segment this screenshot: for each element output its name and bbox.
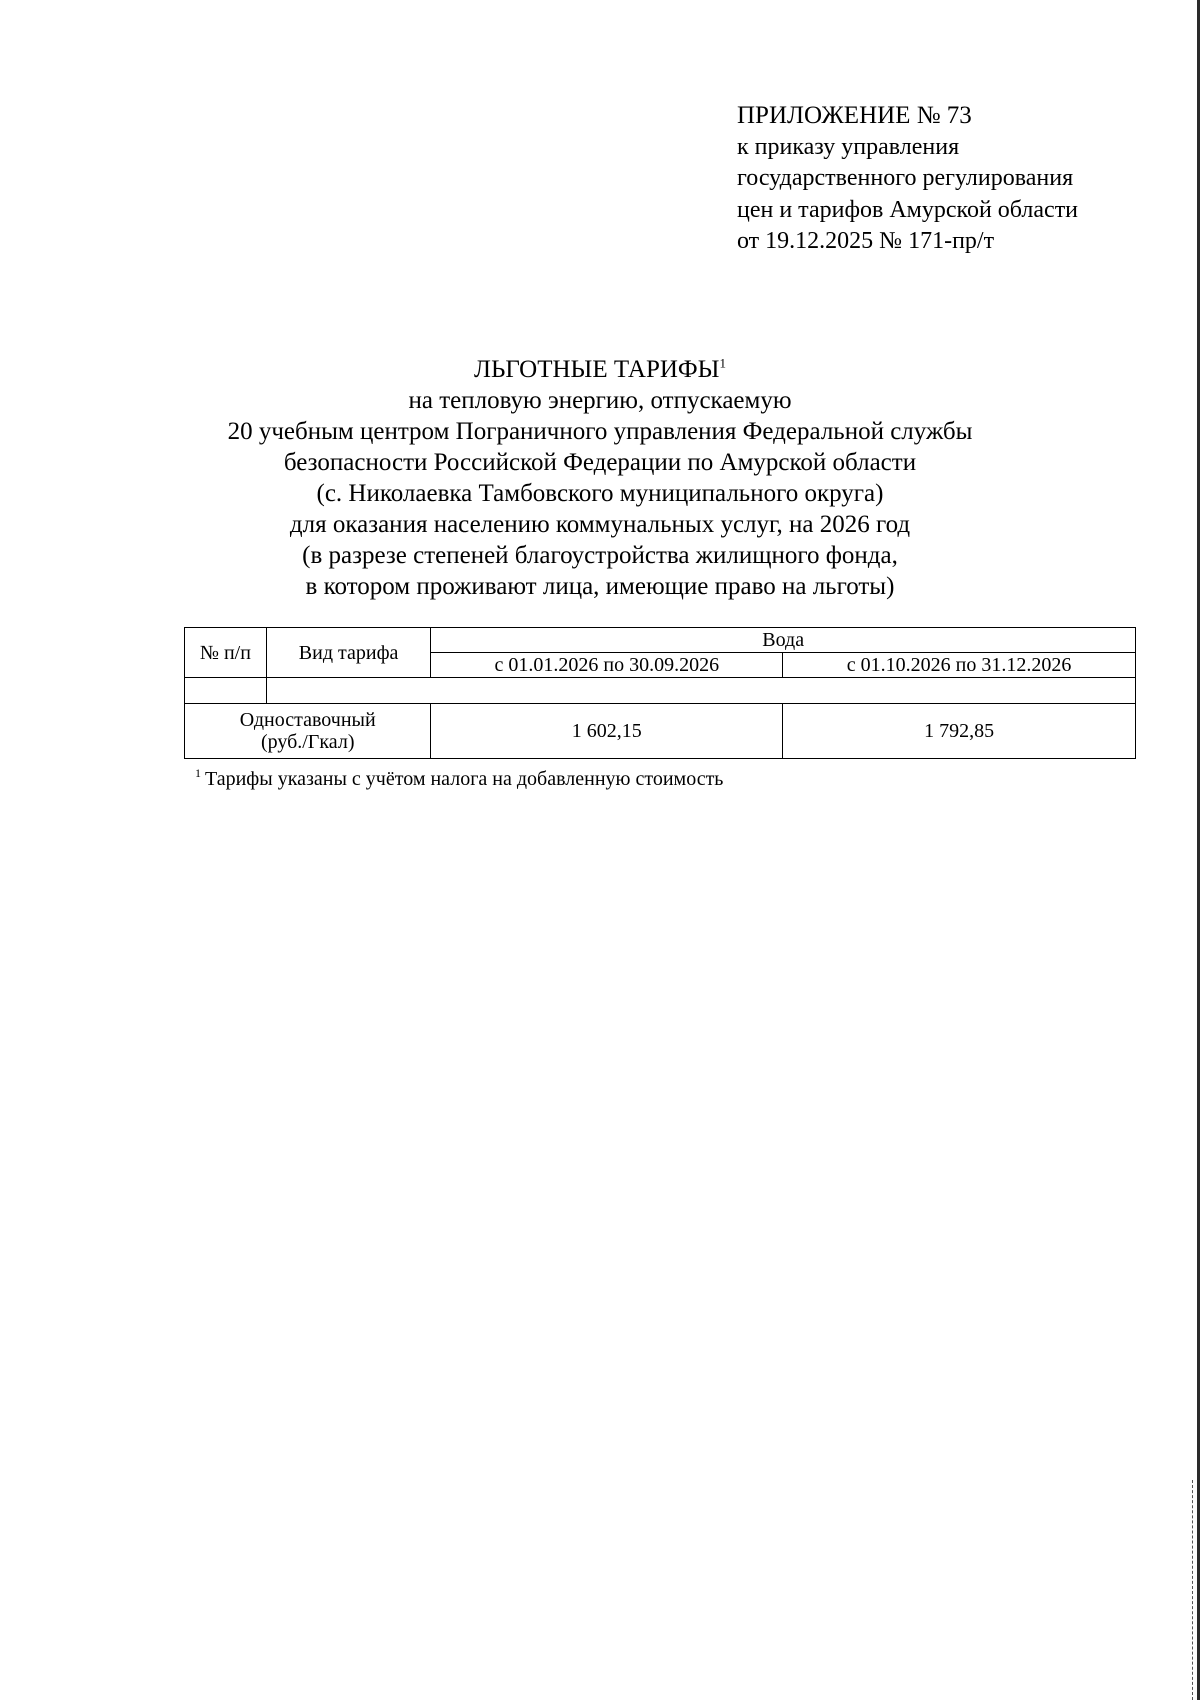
- heading-line: в котором проживают лица, имеющие право на льготы): [305, 573, 895, 600]
- table-header-row: [185, 628, 1136, 653]
- heading-line: на тепловую энергию, отпускаемую: [408, 387, 792, 414]
- heading-line: (с. Николаевка Тамбовского муниципального округа): [316, 480, 884, 507]
- authority-line: государственного регулирования: [737, 165, 1074, 191]
- heading-line: безопасности Российской Федерации по Амурской области: [283, 449, 917, 476]
- heading-line: 20 учебным центром Пограничного управления Федеральной службы: [227, 418, 973, 445]
- appendix-number: ПРИЛОЖЕНИЕ № 73: [737, 102, 972, 129]
- footnote-text: Тарифы указаны с учётом налога на добавленную стоимость: [205, 768, 724, 790]
- tariff-table: [184, 627, 1136, 759]
- header-period-2-cell: с 01.10.2026 по 31.12.2026: [783, 653, 1136, 678]
- scan-edge-marks: [1192, 1480, 1195, 1700]
- heading-line: (в разрезе степеней благоустройства жилищного фонда,: [302, 542, 898, 569]
- footnote-mark: 1: [195, 766, 201, 781]
- empty-cell-merged: [266, 678, 1135, 704]
- empty-cell-number: [185, 678, 267, 704]
- tariff-label-name: Одноставочный: [239, 709, 376, 731]
- heading-title-text: ЛЬГОТНЫЕ ТАРИФЫ: [474, 356, 720, 383]
- tariff-label-unit: (руб./Гкал): [260, 731, 355, 753]
- tariff-label-cell: [185, 704, 431, 759]
- header-number-cell: № п/п: [185, 628, 267, 678]
- authority-region-line: цен и тарифов Амурской области: [737, 196, 1079, 223]
- document-heading: [100, 354, 1100, 602]
- order-reference-line: к приказу управления: [737, 133, 960, 160]
- heading-line: для оказания населению коммунальных услуг, на 2026 год: [289, 511, 911, 538]
- footnote: [195, 767, 723, 791]
- header-tariff-kind-cell: Вид тарифа: [266, 628, 431, 678]
- table-empty-row: [185, 678, 1136, 704]
- order-date-number: от 19.12.2025 № 171-пр/т: [737, 228, 995, 254]
- heading-title: [100, 354, 1100, 385]
- heading-footnote-mark: 1: [719, 355, 726, 371]
- tariff-value-period-2: 1 792,85: [783, 704, 1136, 759]
- header-water-cell: Вода: [431, 628, 1136, 653]
- tariff-value-period-1: 1 602,15: [431, 704, 783, 759]
- table-row: [185, 704, 1136, 759]
- header-period-1-cell: с 01.01.2026 по 30.09.2026: [431, 653, 783, 678]
- approval-block: [737, 100, 1078, 258]
